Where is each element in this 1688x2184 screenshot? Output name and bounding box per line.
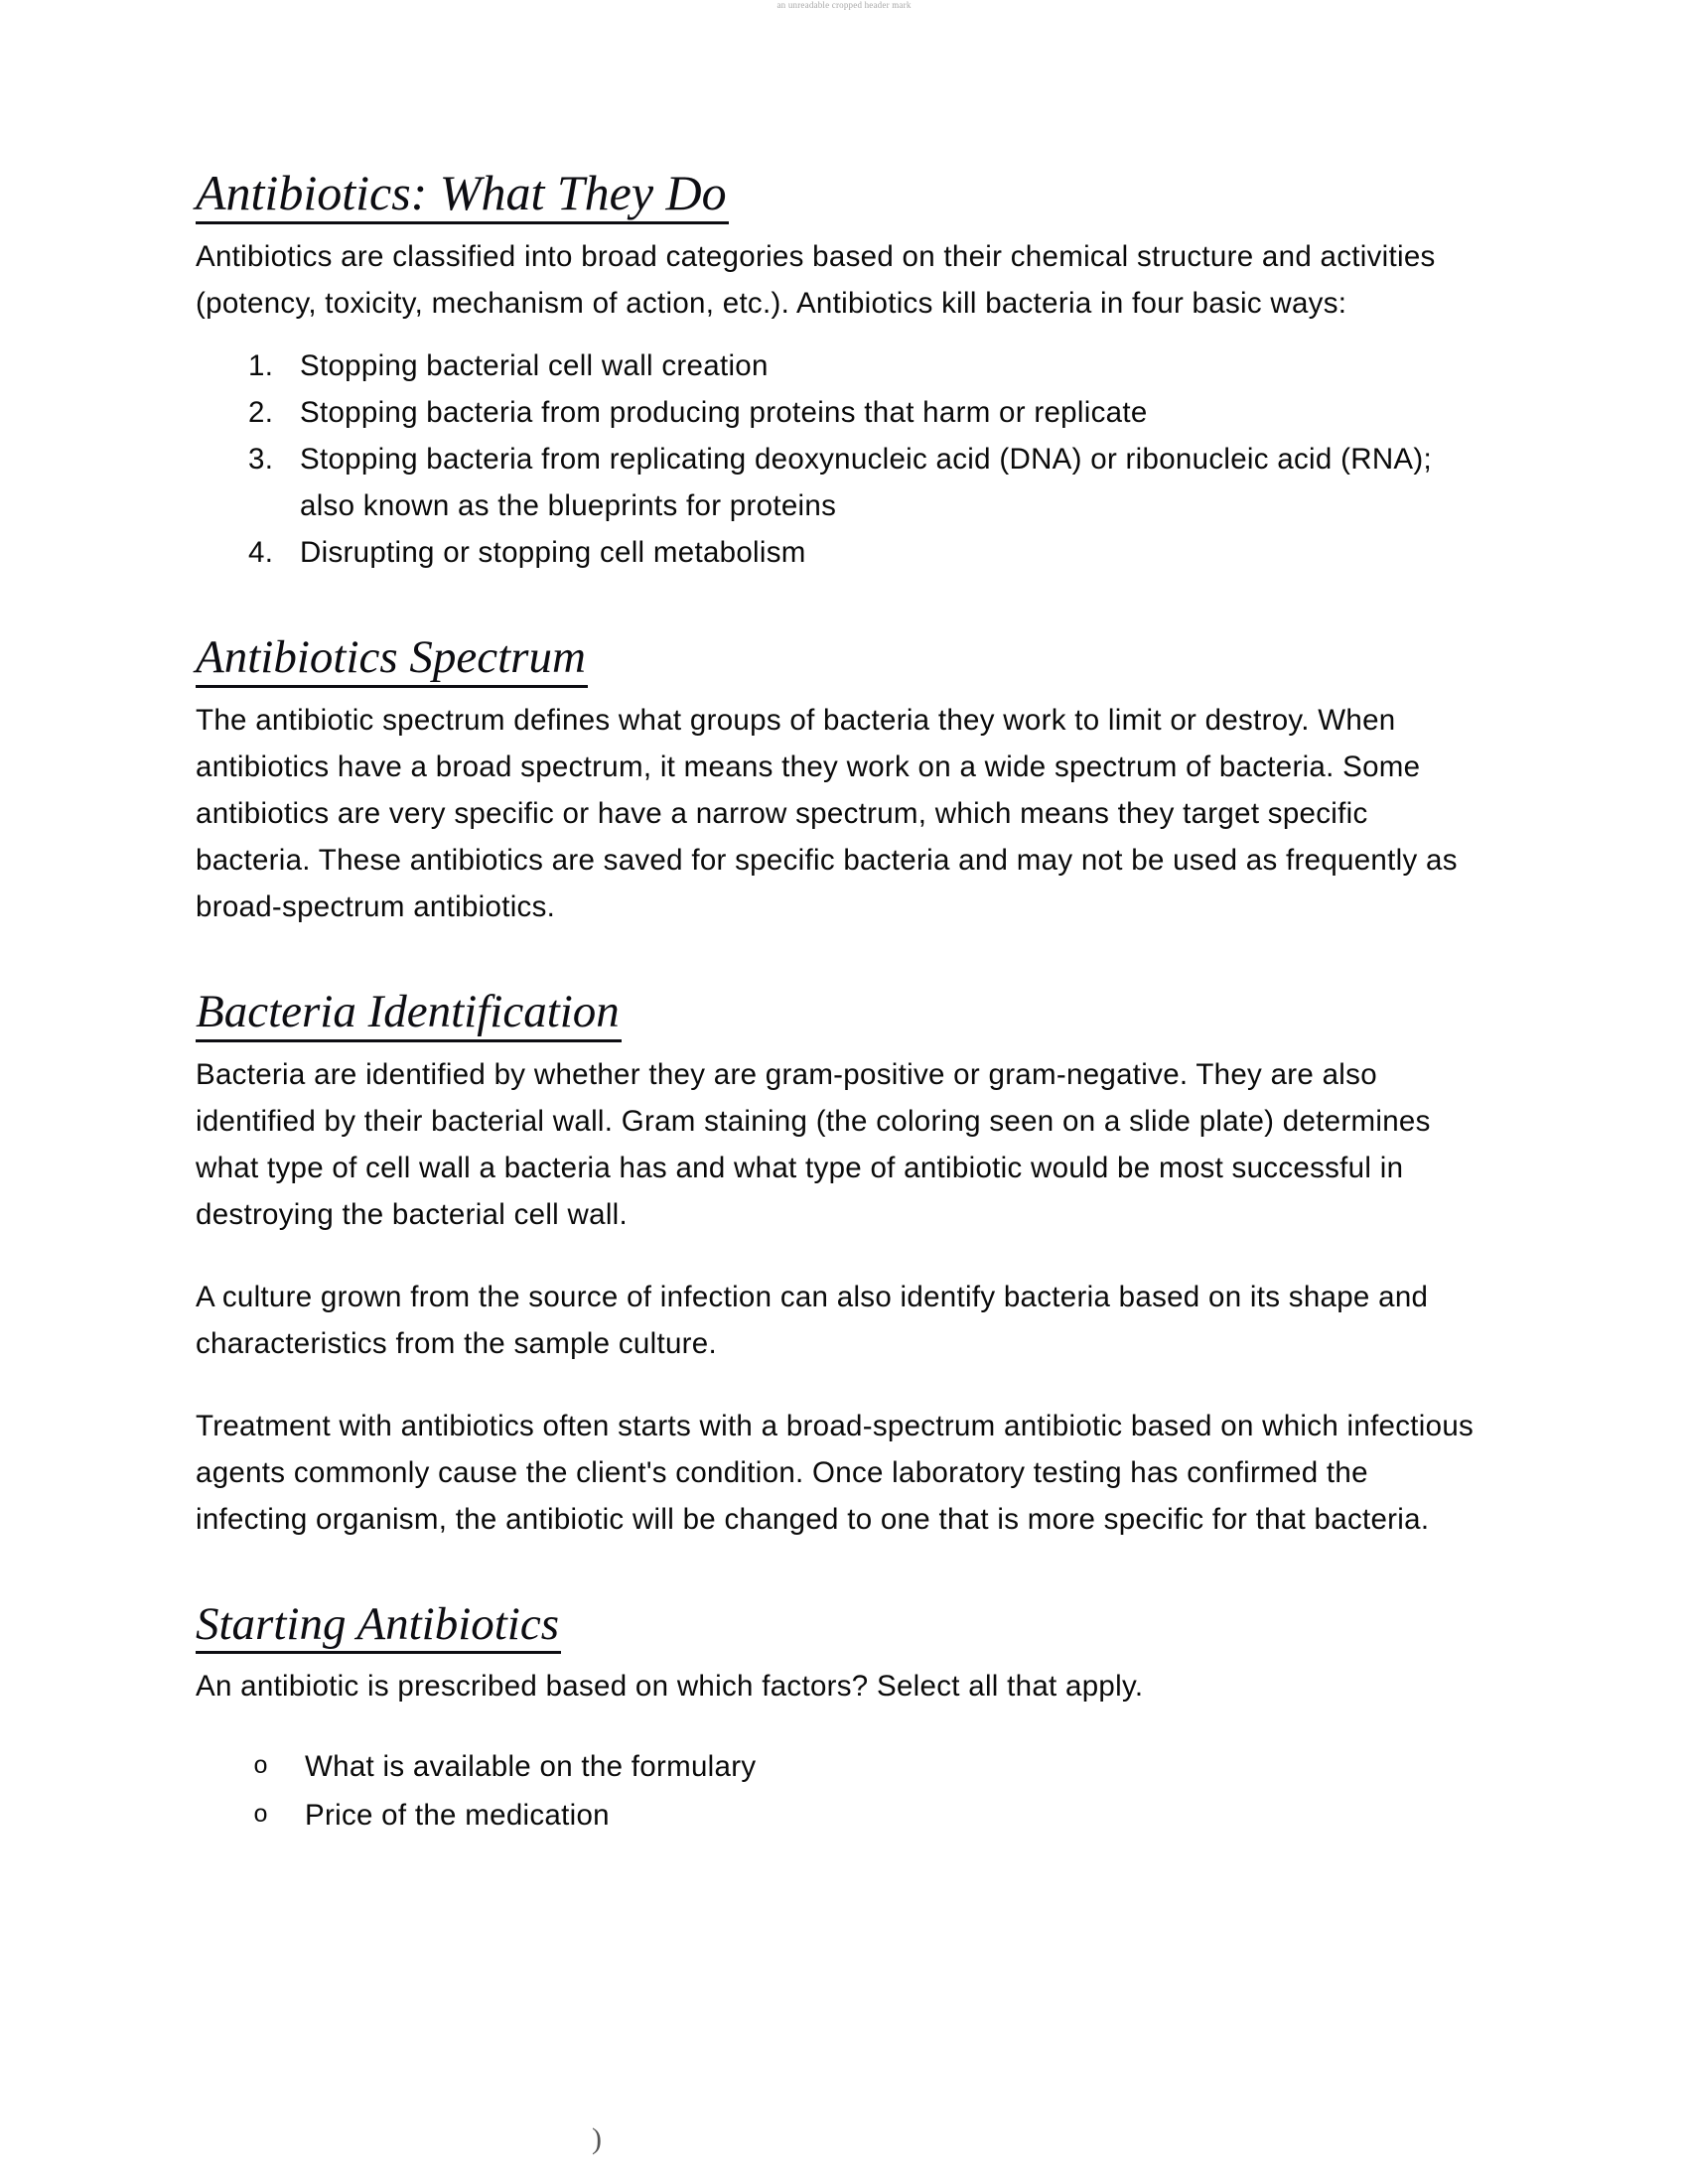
list-marker: 4. [248,536,274,569]
list-item [196,389,1486,436]
list-item-label: Disrupting or stopping cell metabolism [300,536,806,569]
paragraph: Treatment with antibiotics often starts with a broad-spectrum antibiotic based on which infectious agents commonly cause the client's condition. Once laboratory testing has confirmed the infecting organism, the antibiotic will be changed to one that is more specific for that bacteria. [196,1409,1475,1536]
section-heading: Antibiotics: What They Do [196,167,729,224]
document-content [196,167,1486,1841]
section-antibiotics-what-they-do [196,167,1486,224]
circle-list-prescribing-factors [196,1743,1486,1839]
numbered-list-kill-mechanisms [196,342,1486,576]
page-top-artifact: an unreadable cropped header mark [776,1,912,10]
list-item-label: What is available on the formulary [305,1750,757,1784]
circle-bullet-icon: o [253,1801,269,1831]
paragraph: An antibiotic is prescribed based on which factors? Select all that apply. [196,1670,1144,1704]
section-bacteria-identification [196,985,1486,1042]
circle-bullet-icon: o [253,1752,269,1782]
section-heading: Starting Antibiotics [196,1600,561,1655]
section-heading: Bacteria Identification [196,988,622,1042]
list-item-label: Stopping bacteria from replicating deoxynucleic acid (DNA) or ribonucleic acid (RNA); also known as the blueprints for proteins [300,443,1432,522]
list-item-label: Stopping bacteria from producing proteins that harm or replicate [300,396,1148,429]
list-item [196,342,1486,389]
list-item [196,1792,1486,1839]
section-antibiotics-spectrum [196,633,1486,688]
page-bottom-artifact: ) [592,2122,602,2155]
paragraph: The antibiotic spectrum defines what groups of bacteria they work to limit or destroy. When antibiotics have a broad spectrum, it means they work on a wide spectrum of bacteria. Some antibiotics are very specific or have a narrow spectrum, which means they target specific bacteria. These antibiotics are saved for specific bacteria and may not be used as frequently as broad-spectrum antibiotics. [196,703,1458,923]
section-starting-antibiotics [196,1597,1486,1655]
list-item [196,529,1486,576]
paragraph: Antibiotics are classified into broad categories based on their chemical structure and activities (potency, toxicity, mechanism of action, etc.). Antibiotics kill bacteria in four basic ways: [196,240,1436,320]
list-item [196,1743,1486,1790]
list-item [196,436,1486,529]
section-heading: Antibiotics Spectrum [196,633,588,688]
list-item-label: Stopping bacterial cell wall creation [300,349,769,382]
list-marker: 2. [248,396,274,429]
list-marker: 3. [248,443,274,476]
paragraph: Bacteria are identified by whether they are gram-positive or gram-negative. They are also identified by their bacterial wall. Gram staining (the coloring seen on a slide plate) determines what type of cell wall a bacteria has and what type of antibiotic would be most successful in destroying the bacterial cell wall. [196,1057,1431,1231]
list-item-label: Price of the medication [305,1799,610,1833]
list-marker: 1. [248,349,274,382]
paragraph: A culture grown from the source of infection can also identify bacteria based on its shape and characteristics from the sample culture. [196,1280,1429,1360]
